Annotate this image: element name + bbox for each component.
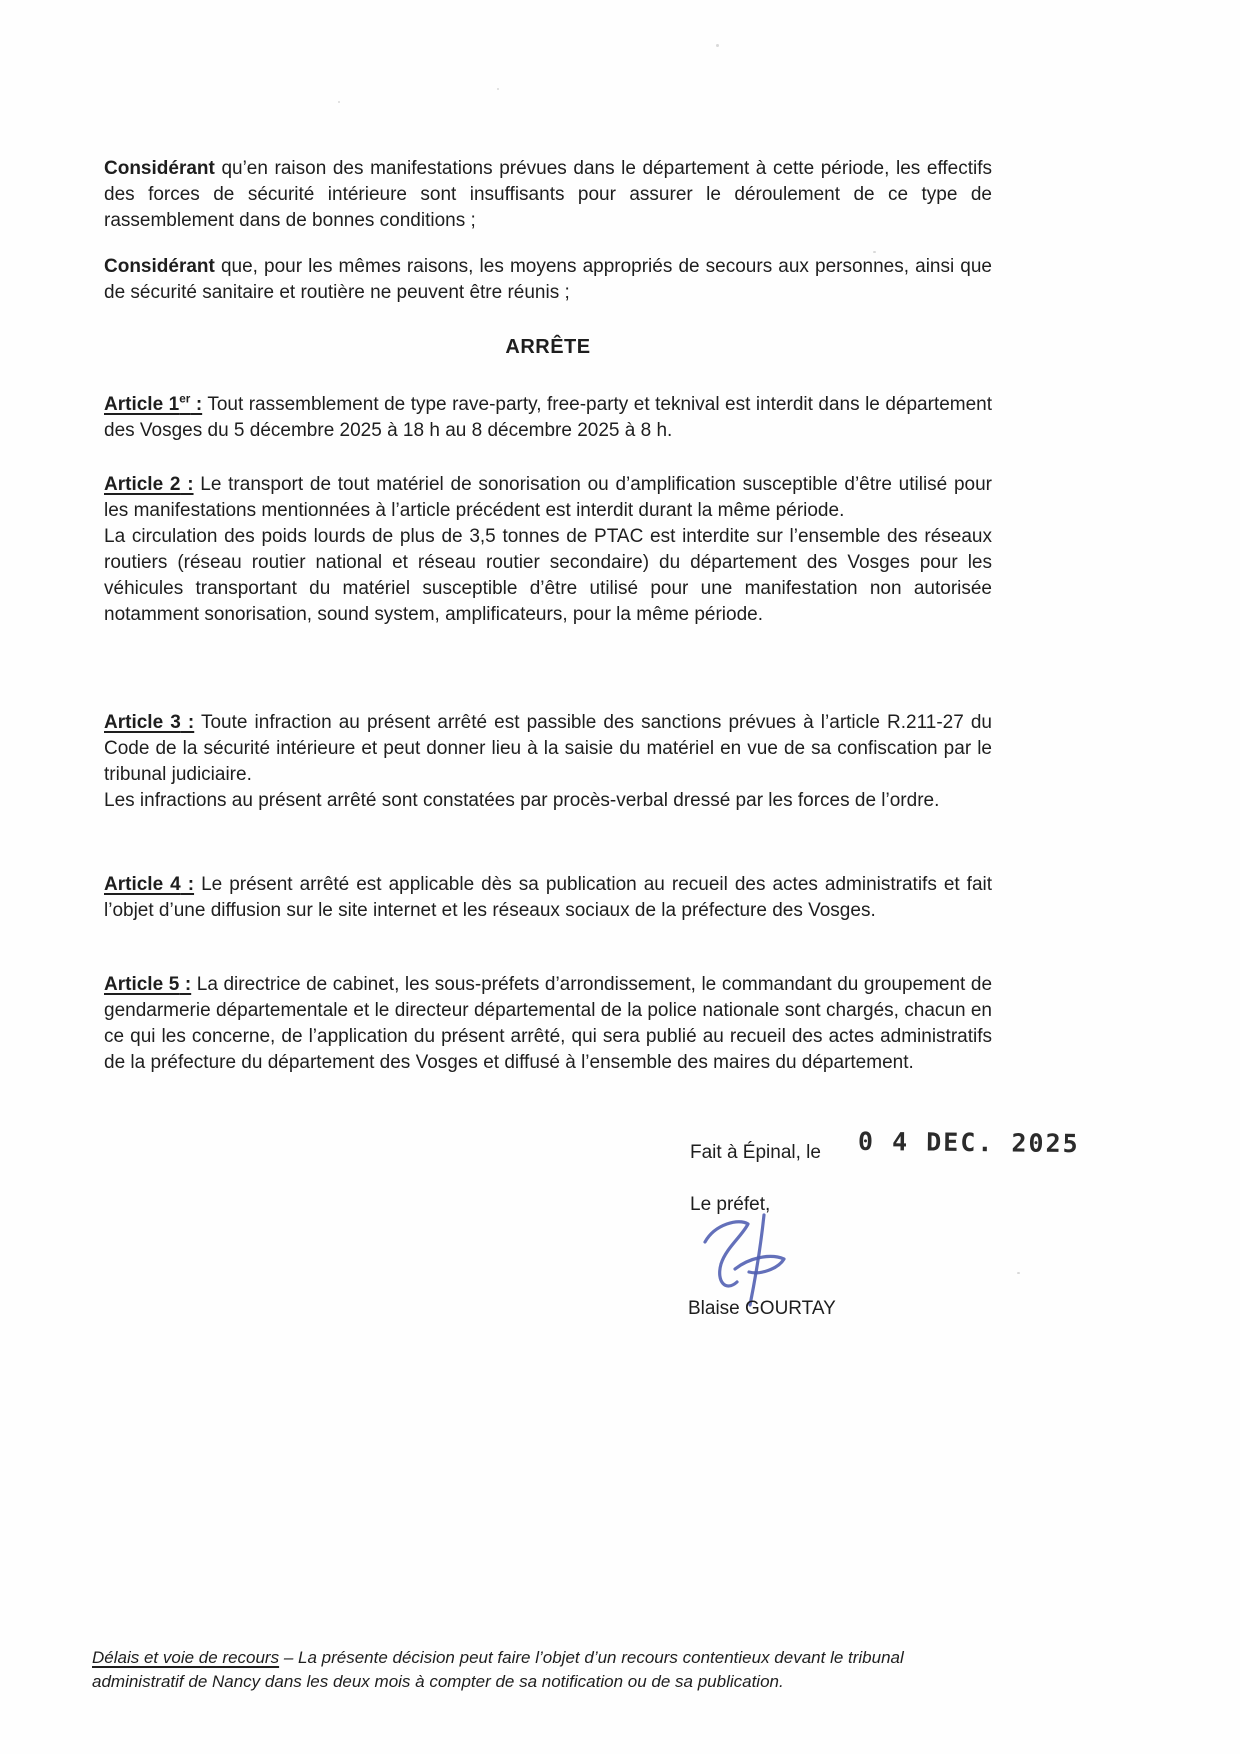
signatory-title: Le préfet, [690, 1194, 771, 1215]
scan-speck [873, 251, 876, 253]
article-5 [104, 972, 992, 1076]
article-5-label-colon: : [179, 974, 192, 995]
article-3-continuation: Les infractions au présent arrêté sont constatées par procès-verbal dressé par les forces de l’ordre. [104, 790, 940, 811]
article-1 [104, 392, 992, 444]
article-5-paragraph [104, 972, 992, 1076]
article-5-label-text: Article 5 [104, 974, 180, 995]
article-4-paragraph [104, 872, 992, 924]
article-3-paragraph [104, 710, 992, 788]
article-2-label-text: Article 2 [104, 474, 181, 495]
article-5-label [104, 974, 191, 995]
article-2-label [104, 474, 194, 495]
signature-stroke-crossbar [735, 1256, 784, 1272]
article-1-paragraph [104, 392, 992, 444]
article-3-label-colon: : [180, 712, 195, 733]
article-2-continuation: La circulation des poids lourds de plus de 3,5 tonnes de PTAC est interdite sur l’ensemble des réseaux routiers (réseau routier national et réseau routier secondaire) du département des Vosges pour les véhicules transportant du matériel susceptible d’être utilisé pour une manifestation non autorisée notamment sonorisation, sound system, amplificateurs, pour la même période. [104, 526, 992, 625]
scan-speck [497, 88, 499, 90]
article-3-body: Toute infraction au présent arrêté est passible des sanctions prévues à l’article R.211-27 du Code de la sécurité intérieure et peut donner lieu à la saisie du matériel en vue de sa confiscation par le tribunal judiciaire. [104, 712, 992, 785]
recourse-notice [92, 1646, 997, 1694]
article-1-body: Tout rassemblement de type rave-party, free-party et teknival est interdit dans le département des Vosges du 5 décembre 2025 à 18 h au 8 décembre 2025 à 8 h. [104, 394, 993, 441]
article-4-label-text: Article 4 [104, 874, 181, 895]
article-3-label [104, 712, 194, 733]
article-3-label-text: Article 3 [104, 712, 181, 733]
article-4-body: Le présent arrêté est applicable dès sa publication au recueil des actes administratifs et fait l’objet d’une diffusion sur le site internet et les réseaux sociaux de la préfecture des Vosges. [104, 874, 993, 921]
considerant-1-lead: Considérant [104, 158, 215, 179]
place-date-line: Fait à Épinal, le [690, 1142, 821, 1163]
scan-speck [338, 101, 340, 103]
article-1-label-colon: : [190, 394, 203, 415]
considerant-2-body: que, pour les mêmes raisons, les moyens appropriés de secours aux personnes, ainsi que de sécurité sanitaire et routière ne peuvent être réunis ; [104, 256, 992, 303]
scan-speck [1017, 1272, 1020, 1274]
article-3 [104, 710, 992, 814]
signature-scribble [693, 1212, 797, 1308]
date-stamp: 0 4 DEC. 2025 [857, 1126, 1080, 1159]
article-5-body: La directrice de cabinet, les sous-préfets d’arrondissement, le commandant du groupement de gendarmerie départementale et le directeur départemental de la police nationale sont chargés, chacun en ce qui les concerne, de l’application du présent arrêté, qui sera publié au recueil des actes administratifs de la préfecture du département des Vosges et diffusé à l’ensemble des maires du département. [104, 974, 993, 1073]
recourse-notice-lead: Délais et voie de recours [92, 1648, 280, 1667]
article-4-label [104, 874, 194, 895]
article-2-paragraph [104, 472, 992, 524]
considerant-paragraph-1 [104, 156, 992, 234]
recourse-notice-text: – La présente décision peut faire l’objet d’un recours contentieux devant le tribunal administratif de Nancy dans les deux mois à compter de sa notification ou de sa publication. [92, 1648, 904, 1691]
considerant-paragraph-2 [104, 254, 992, 306]
article-2-label-colon: : [180, 474, 194, 495]
article-1-label-text: Article 1 [104, 394, 180, 415]
considerant-2-text [104, 254, 992, 306]
article-2 [104, 472, 992, 628]
considerant-1-text [104, 156, 992, 234]
considerant-2-lead: Considérant [104, 256, 215, 277]
signature-stroke-loop [705, 1222, 748, 1286]
article-4-label-colon: : [180, 874, 195, 895]
article-1-label [104, 394, 202, 415]
article-2-body: Le transport de tout matériel de sonorisation ou d’amplification susceptible d’être utilisé pour les manifestations mentionnées à l’article précédent est interdit durant la même période. [104, 474, 993, 521]
article-4 [104, 872, 992, 924]
decision-heading: ARRÊTE [505, 336, 591, 358]
considerant-1-body: qu’en raison des manifestations prévues dans le département à cette période, les effectifs des forces de sécurité intérieure sont insuffisants pour assurer le déroulement de ce type de rassemblement dans de bonnes conditions ; [104, 158, 992, 231]
scan-speck [716, 44, 719, 47]
signatory-name: Blaise GOURTAY [688, 1298, 836, 1319]
article-1-ordinal-suffix: er [179, 392, 191, 406]
